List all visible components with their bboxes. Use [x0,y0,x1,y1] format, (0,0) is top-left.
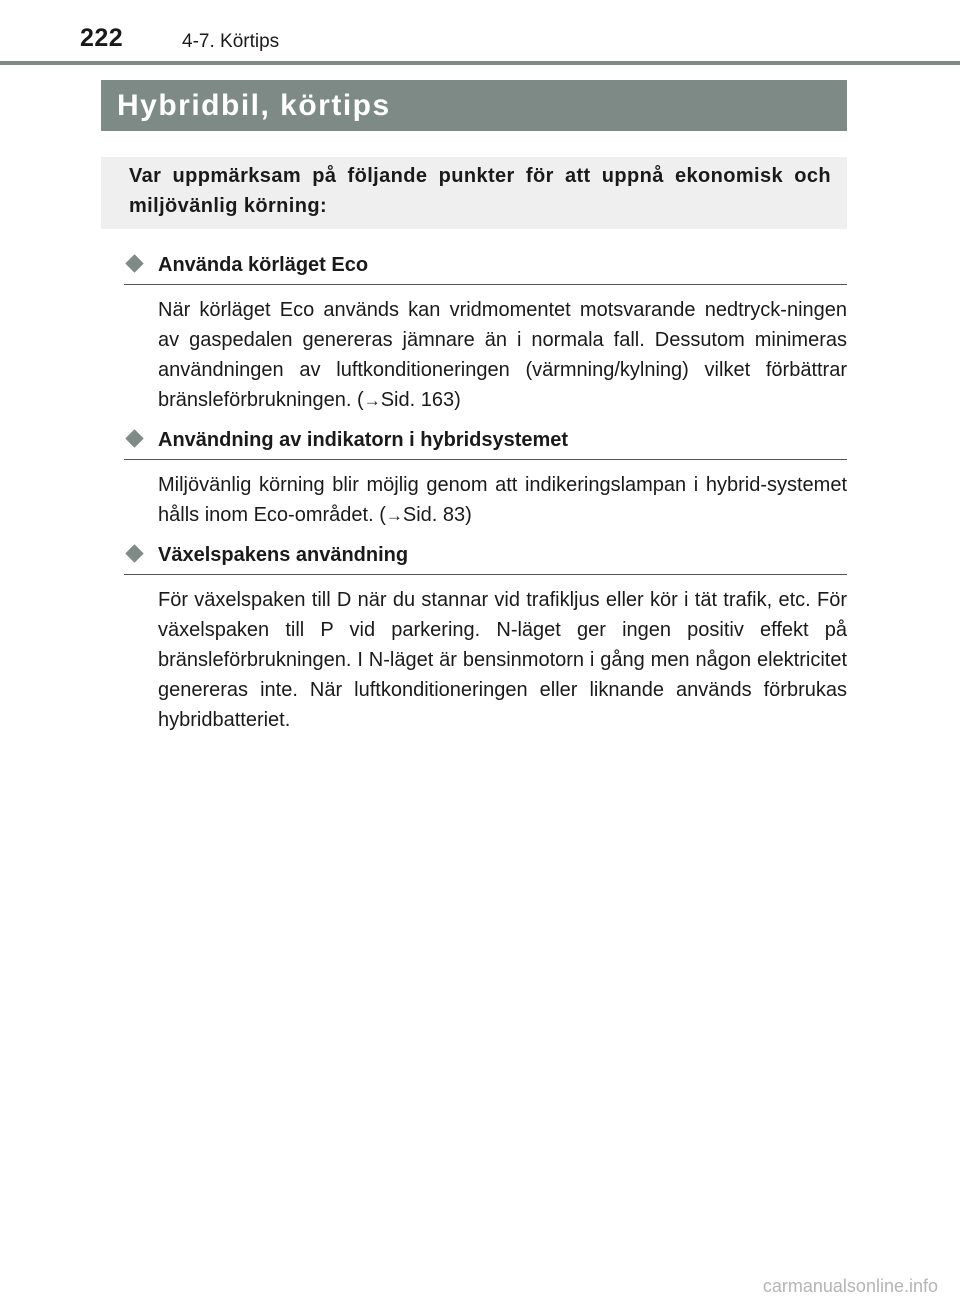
page-number: 222 [80,24,124,52]
intro-text: Var uppmärksam på följande punkter för att uppnå ekonomisk och miljövänlig körning: [129,165,831,217]
page-reference[interactable]: Sid. 163) [380,389,461,411]
section-hybrid-indicator [124,428,847,531]
page-title: Hybridbil, körtips [117,89,391,122]
section-body [124,285,847,416]
section-title: Användning av indikatorn i hybridsystemet [158,429,569,451]
section-title: Använda körläget Eco [158,254,369,276]
page-header [0,0,960,66]
body-text: När körläget Eco används kan vridmomentet motsvarande nedtryck-ningen av gaspedalen genereras jämnare än i normala fall. Dessutom minimeras användningen av luftkonditioneringen (värmning/kylning) vilket förbättrar bränsleförbrukningen. ( [158,299,847,411]
section-heading [124,428,847,460]
body-text: Miljövänlig körning blir möjlig genom att indikeringslampan i hybrid-systemet hålls inom Eco-området. ( [158,474,847,526]
diamond-bullet-icon [125,429,143,447]
section-eco-mode [124,253,847,416]
arrow-right-icon: → [385,506,403,525]
arrow-right-icon: → [363,391,381,410]
diamond-bullet-icon [125,544,143,562]
intro-box [101,157,847,229]
section-body: För växelspaken till D när du stannar vid trafikljus eller kör i tät trafik, etc. För växelspaken till P vid parkering. N-läget ger ingen positiv effekt på bränsleförbrukningen. I N-läget är bensinmotorn i gång men någon elektricitet genereras inte. När luftkonditioneringen eller liknande används förbrukas hybridbatteriet. [158,589,847,731]
section-title: Växelspakens användning [158,544,409,566]
page-reference[interactable]: Sid. 83) [402,504,472,526]
watermark: carmanualsonline.info [762,1276,938,1296]
diamond-bullet-icon [125,254,143,272]
section-heading [124,253,847,285]
section-shift-lever [124,543,847,735]
header-rule [0,61,960,65]
section-body [124,460,847,531]
section-label: 4-7. Körtips [182,31,280,52]
title-bar [101,80,847,131]
section-heading [124,543,847,575]
